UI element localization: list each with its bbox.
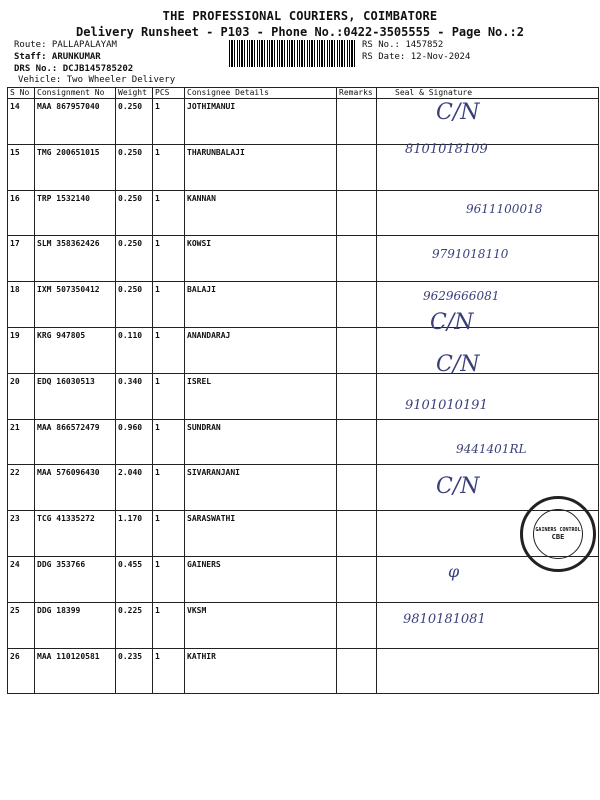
table-row: [8, 556, 599, 602]
row-weight: 0.250: [116, 99, 153, 145]
row-sno: 19: [8, 327, 35, 373]
row-consignee: KOWSI: [185, 236, 337, 282]
signature-21: 9101010191: [405, 398, 488, 413]
table-row: [8, 282, 599, 328]
row-consignee: ANANDARAJ: [185, 327, 337, 373]
row-consignee: BALAJI: [185, 282, 337, 328]
row-pcs: 1: [153, 648, 185, 694]
row-sno: 22: [8, 465, 35, 511]
row-pcs: 1: [153, 327, 185, 373]
table-row: [8, 465, 599, 511]
row-consignee: GAINERS: [185, 556, 337, 602]
col-consignee: Consignee Details: [185, 88, 337, 99]
rs-number: RS No.: 1457852: [362, 40, 444, 50]
row-consignee: SARASWATHI: [185, 511, 337, 557]
row-pcs: 1: [153, 282, 185, 328]
row-consignment-no: MAA 867957040: [35, 99, 116, 145]
table-header-row: [8, 88, 599, 99]
row-consignment-no: SLM 358362426: [35, 236, 116, 282]
row-remarks: [337, 282, 377, 328]
row-consignee: SUNDRAN: [185, 419, 337, 465]
row-pcs: 1: [153, 556, 185, 602]
row-weight: 0.250: [116, 236, 153, 282]
row-consignee: KANNAN: [185, 190, 337, 236]
row-consignment-no: EDQ 16030513: [35, 373, 116, 419]
row-pcs: 1: [153, 144, 185, 190]
row-signature: [377, 99, 599, 145]
row-consignment-no: IXM 507350412: [35, 282, 116, 328]
col-sno: S No: [8, 88, 35, 99]
col-pcs: PCS: [153, 88, 185, 99]
signature-23: C/N: [436, 474, 480, 499]
table-row: [8, 99, 599, 145]
row-sno: 15: [8, 144, 35, 190]
row-weight: 0.110: [116, 327, 153, 373]
signature-14: C/N: [436, 100, 480, 125]
row-pcs: 1: [153, 99, 185, 145]
row-consignment-no: MAA 576096430: [35, 465, 116, 511]
row-remarks: [337, 327, 377, 373]
row-sno: 20: [8, 373, 35, 419]
row-remarks: [337, 648, 377, 694]
row-consignee: JOTHIMANUI: [185, 99, 337, 145]
row-consignment-no: TRP 1532140: [35, 190, 116, 236]
runsheet-table: [7, 87, 599, 694]
row-pcs: 1: [153, 190, 185, 236]
signature-19: C/N: [430, 310, 474, 335]
table-row: [8, 327, 599, 373]
row-sno: 25: [8, 602, 35, 648]
row-weight: 0.455: [116, 556, 153, 602]
signature-18: 9629666081: [423, 289, 500, 303]
row-remarks: [337, 419, 377, 465]
company-seal-stamp: [520, 496, 596, 572]
row-remarks: [337, 556, 377, 602]
row-sno: 23: [8, 511, 35, 557]
row-consignee: SIVARANJANI: [185, 465, 337, 511]
table-row: [8, 373, 599, 419]
row-sno: 26: [8, 648, 35, 694]
row-weight: 0.250: [116, 190, 153, 236]
row-weight: 0.250: [116, 144, 153, 190]
staff-label: Staff: ARUNKUMAR: [14, 52, 101, 62]
runsheet-title: Delivery Runsheet - P103 - Phone No.:0422-3505555 - Page No.:2: [76, 25, 524, 39]
row-consignee: KATHIR: [185, 648, 337, 694]
row-consignment-no: MAA 866572479: [35, 419, 116, 465]
signature-17: 9791018110: [432, 247, 509, 261]
signature-16: 9611100018: [466, 202, 543, 216]
signature-20: C/N: [436, 352, 480, 377]
row-consignee: VKSM: [185, 602, 337, 648]
row-remarks: [337, 465, 377, 511]
row-weight: 2.040: [116, 465, 153, 511]
row-signature: [377, 648, 599, 694]
row-pcs: 1: [153, 602, 185, 648]
table-row: [8, 648, 599, 694]
barcode: [229, 40, 356, 67]
vehicle-label: Vehicle: Two Wheeler Delivery: [18, 75, 176, 85]
row-weight: 0.960: [116, 419, 153, 465]
row-weight: 0.225: [116, 602, 153, 648]
row-remarks: [337, 236, 377, 282]
row-consignment-no: MAA 110120581: [35, 648, 116, 694]
row-consignee: THARUNBALAJI: [185, 144, 337, 190]
row-signature: [377, 327, 599, 373]
route-label: Route: PALLAPALAYAM: [14, 40, 117, 50]
col-signature: Seal & Signature: [377, 88, 599, 99]
row-sno: 14: [8, 99, 35, 145]
row-consignee: ISREL: [185, 373, 337, 419]
row-weight: 0.250: [116, 282, 153, 328]
row-weight: 1.170: [116, 511, 153, 557]
col-remarks: Remarks: [337, 88, 377, 99]
signature-22: 9441401RL: [456, 442, 527, 456]
row-consignment-no: TMG 200651015: [35, 144, 116, 190]
signature-26: 9810181081: [403, 612, 486, 627]
row-sno: 17: [8, 236, 35, 282]
col-weight: Weight: [116, 88, 153, 99]
row-sno: 16: [8, 190, 35, 236]
row-pcs: 1: [153, 419, 185, 465]
row-pcs: 1: [153, 373, 185, 419]
row-remarks: [337, 511, 377, 557]
row-consignment-no: KRG 947805: [35, 327, 116, 373]
table-row: [8, 236, 599, 282]
stamp-top-text: GAINERS CONTROL: [535, 527, 581, 533]
row-consignment-no: TCG 41335272: [35, 511, 116, 557]
row-sno: 18: [8, 282, 35, 328]
row-pcs: 1: [153, 465, 185, 511]
row-remarks: [337, 190, 377, 236]
row-remarks: [337, 602, 377, 648]
row-weight: 0.340: [116, 373, 153, 419]
row-sno: 21: [8, 419, 35, 465]
row-consignment-no: DDG 18399: [35, 602, 116, 648]
company-name: THE PROFESSIONAL COURIERS, COIMBATORE: [162, 9, 438, 23]
col-consignment: Consignment No: [35, 88, 116, 99]
table-row: [8, 602, 599, 648]
rs-date: RS Date: 12-Nov-2024: [362, 52, 471, 62]
drs-number: DRS No.: DCJB145785202: [14, 64, 134, 74]
row-sno: 24: [8, 556, 35, 602]
row-pcs: 1: [153, 511, 185, 557]
row-remarks: [337, 373, 377, 419]
row-remarks: [337, 144, 377, 190]
row-consignment-no: DDG 353766: [35, 556, 116, 602]
row-weight: 0.235: [116, 648, 153, 694]
table-row: [8, 144, 599, 190]
row-remarks: [337, 99, 377, 145]
row-pcs: 1: [153, 236, 185, 282]
table-row: [8, 511, 599, 557]
signature-15: 8101018109: [405, 142, 488, 157]
signature-25: φ: [448, 562, 460, 581]
stamp-bottom-text: CBE: [551, 533, 565, 541]
